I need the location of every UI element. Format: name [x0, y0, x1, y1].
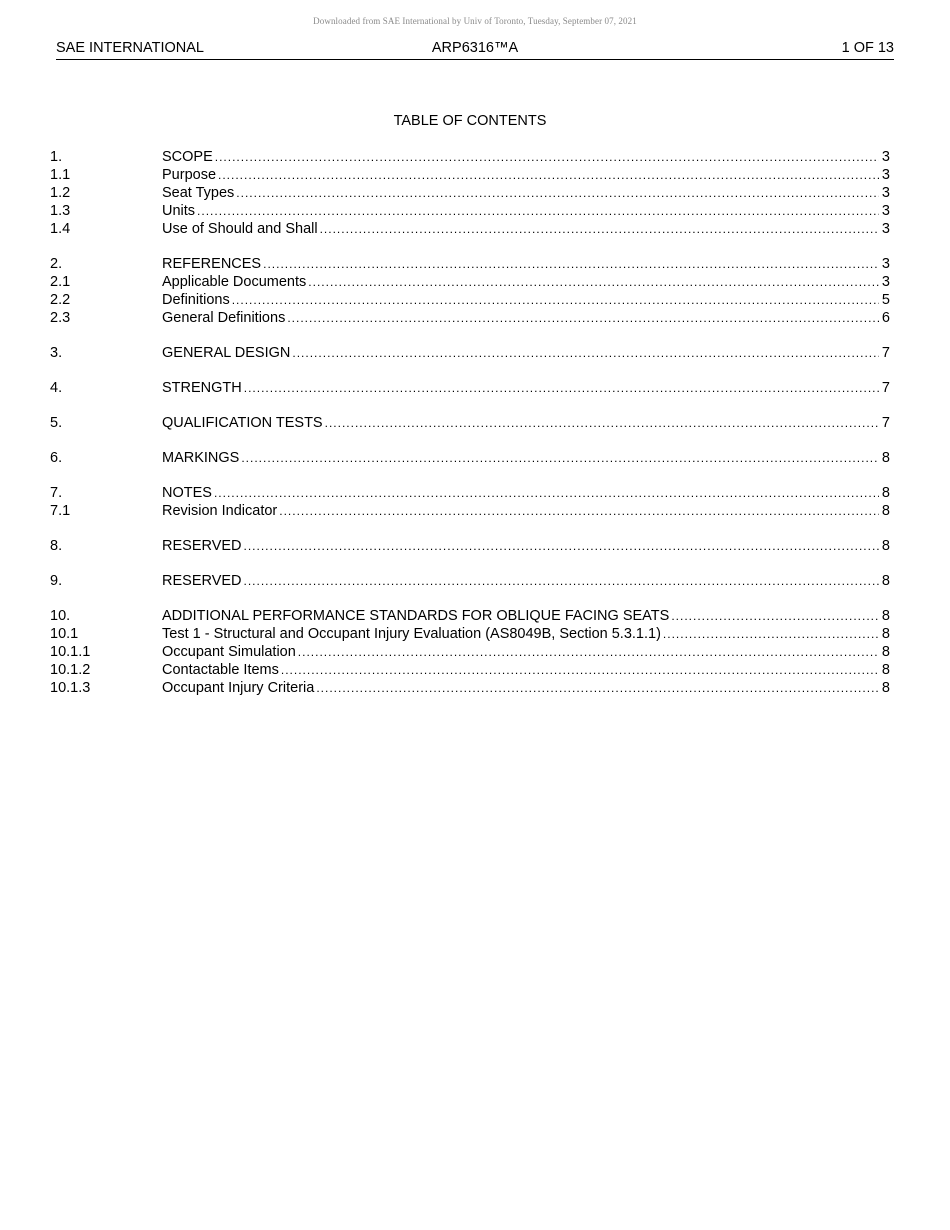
toc-entry-page: 8	[881, 538, 890, 554]
toc-entry-title: Occupant Injury Criteria	[162, 680, 315, 696]
toc-entry-page: 8	[881, 662, 890, 678]
toc-entry[interactable]	[50, 184, 890, 202]
download-watermark: Downloaded from SAE International by Univ of Toronto, Tuesday, September 07, 2021	[313, 16, 637, 26]
toc-dot-leader	[287, 309, 879, 327]
header-organization: SAE INTERNATIONAL	[56, 40, 204, 56]
toc-entry-title: STRENGTH	[162, 380, 242, 396]
toc-dot-leader	[218, 166, 879, 184]
toc-heading: TABLE OF CONTENTS	[393, 113, 547, 129]
toc-entry-number: 10.	[50, 608, 71, 624]
toc-section-group	[50, 379, 890, 397]
page-header	[56, 38, 894, 60]
toc-entry-title: Contactable Items	[162, 662, 279, 678]
toc-entry-page: 3	[881, 167, 890, 183]
toc-entry-number: 2.3	[50, 310, 71, 326]
toc-entry[interactable]	[50, 449, 890, 467]
toc-entry-title: MARKINGS	[162, 450, 240, 466]
toc-entry-number: 1.4	[50, 221, 71, 237]
toc-entry-number: 9.	[50, 573, 63, 589]
toc-entry-title: Seat Types	[162, 185, 235, 201]
toc-entry[interactable]	[50, 572, 890, 590]
header-document-number: ARP6316™A	[431, 40, 519, 56]
toc-dot-leader	[281, 661, 879, 679]
toc-entry-number: 1.1	[50, 167, 71, 183]
toc-entry-page: 7	[881, 345, 890, 361]
toc-entry-page: 3	[881, 149, 890, 165]
toc-section-group	[50, 607, 890, 697]
toc-entry[interactable]	[50, 148, 890, 166]
toc-dot-leader	[214, 484, 879, 502]
toc-entry-number: 2.2	[50, 292, 71, 308]
toc-entry[interactable]	[50, 537, 890, 555]
toc-dot-leader	[671, 607, 879, 625]
toc-entry-number: 4.	[50, 380, 63, 396]
toc-entry-title: Test 1 - Structural and Occupant Injury Evaluation (AS8049B, Section 5.3.1.1)	[162, 626, 661, 642]
toc-entry-title: Occupant Simulation	[162, 644, 296, 660]
toc-dot-leader	[241, 449, 879, 467]
toc-entry[interactable]	[50, 309, 890, 327]
toc-entry-page: 8	[881, 573, 890, 589]
toc-entry-page: 3	[881, 221, 890, 237]
toc-entry-number: 10.1.1	[50, 644, 91, 660]
toc-entry[interactable]	[50, 625, 890, 643]
table-of-contents	[50, 148, 890, 714]
toc-entry-page: 7	[881, 380, 890, 396]
toc-section-group	[50, 414, 890, 432]
toc-entry[interactable]	[50, 379, 890, 397]
toc-dot-leader	[263, 255, 879, 273]
toc-entry-page: 3	[881, 185, 890, 201]
toc-entry-title: General Definitions	[162, 310, 286, 326]
toc-dot-leader	[298, 643, 879, 661]
toc-dot-leader	[292, 344, 879, 362]
toc-entry-page: 6	[881, 310, 890, 326]
toc-entry-title: SCOPE	[162, 149, 213, 165]
toc-entry-page: 5	[881, 292, 890, 308]
toc-dot-leader	[279, 502, 879, 520]
toc-entry-number: 7.	[50, 485, 63, 501]
toc-entry-title: GENERAL DESIGN	[162, 345, 291, 361]
toc-entry-title: ADDITIONAL PERFORMANCE STANDARDS FOR OBLIQUE FACING SEATS	[162, 608, 670, 624]
toc-entry-title: Definitions	[162, 292, 230, 308]
toc-entry-number: 7.1	[50, 503, 71, 519]
toc-entry-title: REFERENCES	[162, 256, 262, 272]
toc-entry-number: 6.	[50, 450, 63, 466]
toc-section-group	[50, 484, 890, 520]
toc-dot-leader	[316, 679, 879, 697]
toc-entry-title: NOTES	[162, 485, 212, 501]
toc-entry-page: 3	[881, 274, 890, 290]
toc-entry-page: 8	[881, 503, 890, 519]
toc-dot-leader	[197, 202, 879, 220]
toc-entry-number: 3.	[50, 345, 63, 361]
toc-entry-number: 10.1.3	[50, 680, 91, 696]
toc-entry-number: 10.1.2	[50, 662, 91, 678]
toc-entry-number: 1.3	[50, 203, 71, 219]
toc-entry[interactable]	[50, 202, 890, 220]
toc-section-group	[50, 572, 890, 590]
toc-entry-page: 3	[881, 203, 890, 219]
toc-entry[interactable]	[50, 661, 890, 679]
toc-entry-page: 3	[881, 256, 890, 272]
toc-section-group	[50, 255, 890, 327]
toc-entry-title: Units	[162, 203, 196, 219]
toc-dot-leader	[320, 220, 879, 238]
toc-entry[interactable]	[50, 344, 890, 362]
toc-dot-leader	[244, 379, 879, 397]
toc-dot-leader	[215, 148, 879, 166]
toc-section-group	[50, 344, 890, 362]
toc-entry[interactable]	[50, 502, 890, 520]
toc-entry-title: QUALIFICATION TESTS	[162, 415, 323, 431]
toc-entry-page: 8	[881, 626, 890, 642]
toc-entry-page: 7	[881, 415, 890, 431]
toc-entry-number: 10.1	[50, 626, 79, 642]
toc-entry[interactable]	[50, 679, 890, 697]
toc-entry-title: Revision Indicator	[162, 503, 278, 519]
toc-dot-leader	[244, 572, 879, 590]
toc-entry[interactable]	[50, 166, 890, 184]
toc-entry-number: 1.	[50, 149, 63, 165]
toc-entry-title: Purpose	[162, 167, 217, 183]
toc-section-group	[50, 148, 890, 238]
toc-entry-page: 8	[881, 680, 890, 696]
toc-entry-number: 8.	[50, 538, 63, 554]
toc-entry-title: RESERVED	[162, 538, 242, 554]
toc-entry[interactable]	[50, 643, 890, 661]
toc-entry[interactable]	[50, 414, 890, 432]
toc-dot-leader	[308, 273, 879, 291]
toc-entry-page: 8	[881, 450, 890, 466]
toc-entry-title: Applicable Documents	[162, 274, 307, 290]
toc-entry-number: 1.2	[50, 185, 71, 201]
toc-entry[interactable]	[50, 607, 890, 625]
toc-dot-leader	[232, 291, 879, 309]
toc-section-group	[50, 537, 890, 555]
toc-entry[interactable]	[50, 220, 890, 238]
toc-dot-leader	[244, 537, 879, 555]
toc-dot-leader	[236, 184, 879, 202]
toc-entry-page: 8	[881, 485, 890, 501]
toc-entry-number: 2.	[50, 256, 63, 272]
header-page-number: 1 OF 13	[841, 40, 894, 56]
toc-entry-page: 8	[881, 608, 890, 624]
toc-dot-leader	[325, 414, 879, 432]
toc-entry-title: RESERVED	[162, 573, 242, 589]
toc-entry-page: 8	[881, 644, 890, 660]
toc-entry-number: 5.	[50, 415, 63, 431]
toc-dot-leader	[663, 625, 879, 643]
toc-entry[interactable]	[50, 255, 890, 273]
toc-entry-title: Use of Should and Shall	[162, 221, 318, 237]
toc-entry-number: 2.1	[50, 274, 71, 290]
toc-entry[interactable]	[50, 291, 890, 309]
toc-section-group	[50, 449, 890, 467]
toc-entry[interactable]	[50, 273, 890, 291]
toc-entry[interactable]	[50, 484, 890, 502]
